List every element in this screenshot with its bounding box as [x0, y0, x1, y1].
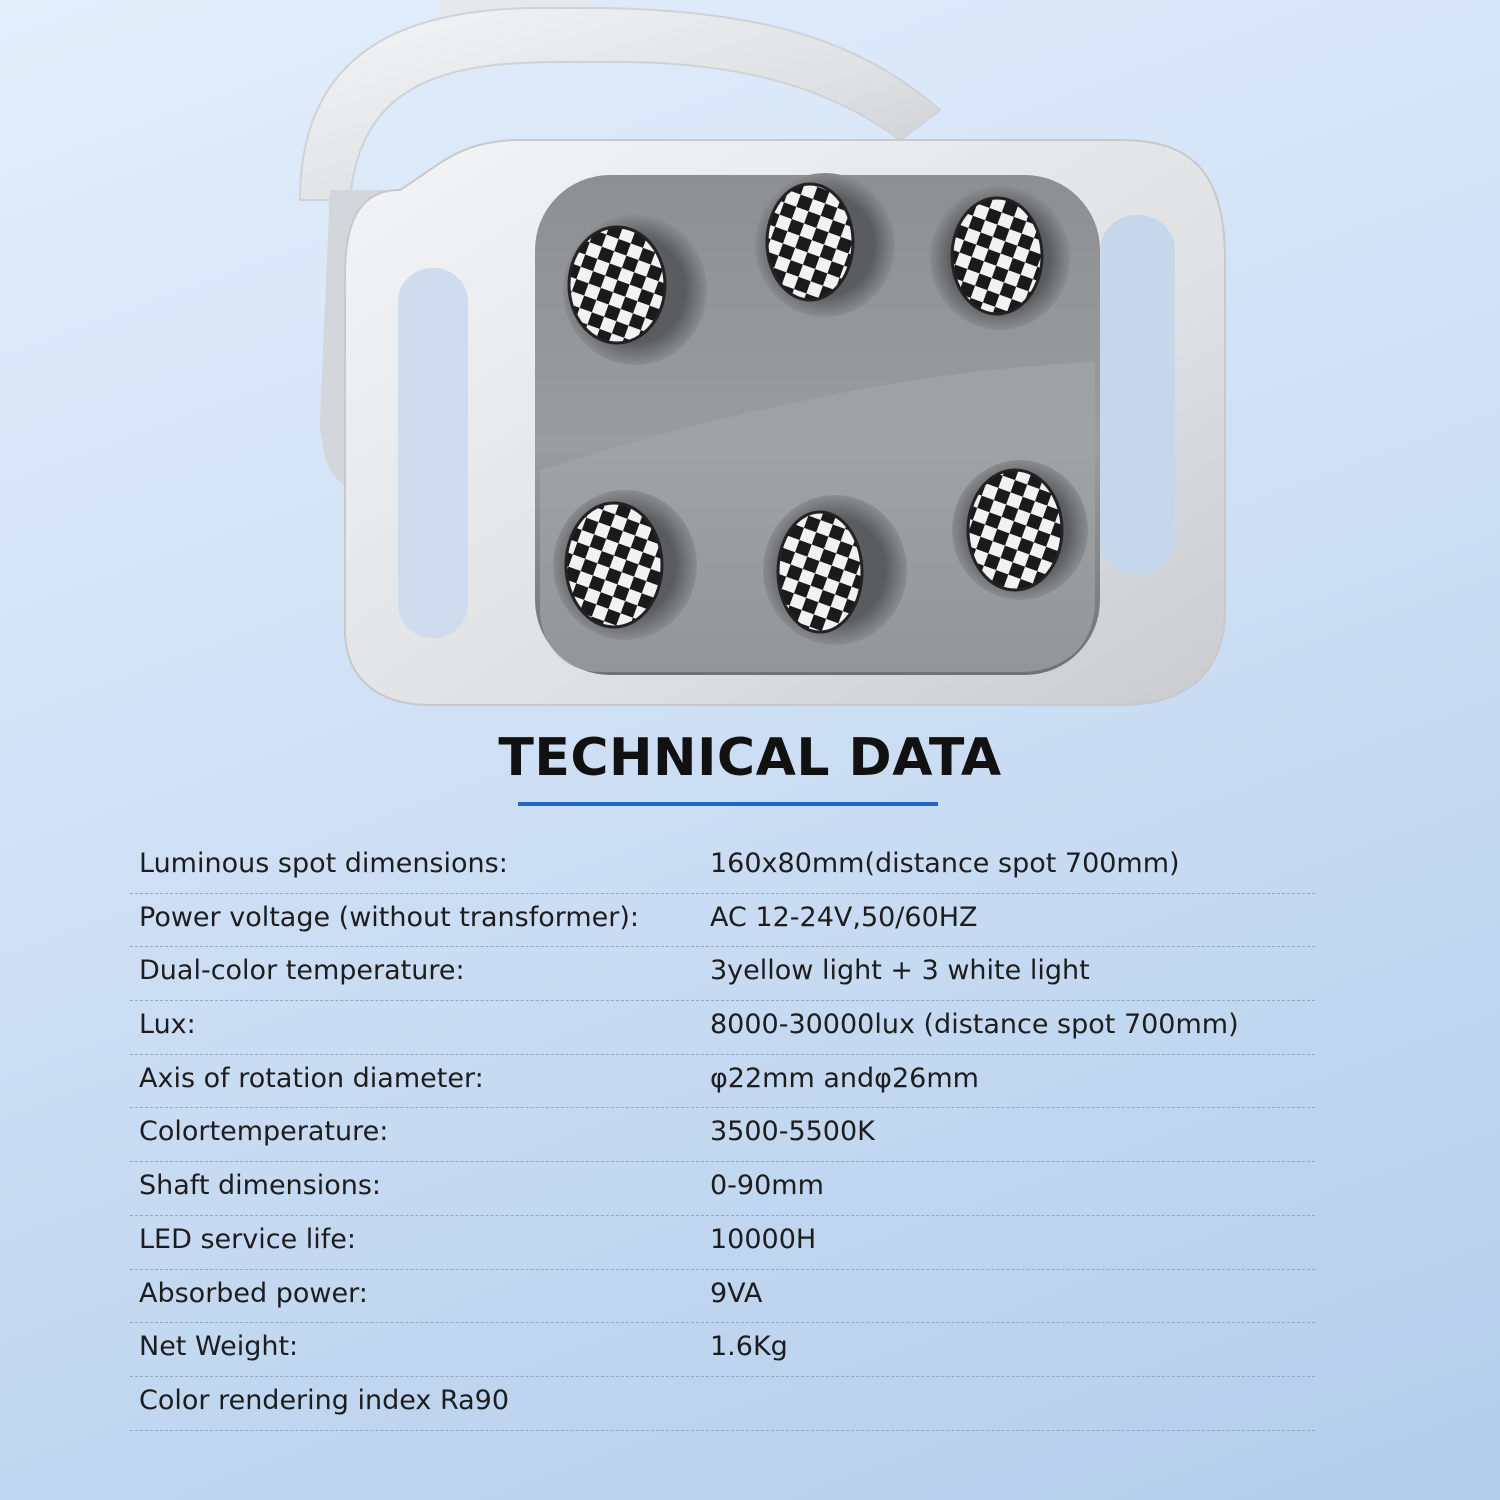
spec-value: 3yellow light + 3 white light [710, 955, 1090, 987]
spec-label: LED service life: [139, 1223, 356, 1255]
led-lens [968, 470, 1062, 590]
spec-label: Power voltage (without transformer): [139, 901, 640, 933]
spec-label: Shaft dimensions: [139, 1170, 382, 1202]
led-lens [767, 184, 853, 300]
spec-row [130, 1001, 1315, 1055]
spec-label: Color rendering index Ra90 [139, 1384, 510, 1416]
spec-row [130, 1216, 1315, 1270]
spec-row [130, 894, 1315, 948]
spec-label: Net Weight: [139, 1331, 299, 1363]
spec-value: AC 12-24V,50/60HZ [710, 901, 978, 933]
dental-lamp-image [0, 0, 1500, 720]
spec-row [130, 947, 1315, 1001]
spec-label: Absorbed power: [139, 1277, 368, 1309]
spec-table [130, 840, 1315, 1431]
spec-value: 3500-5500K [710, 1116, 875, 1148]
spec-row [130, 840, 1315, 894]
spec-label: Luminous spot dimensions: [139, 848, 508, 879]
spec-label: Dual-color temperature: [139, 955, 465, 987]
left-handle-opening [398, 268, 468, 638]
spec-row [130, 1270, 1315, 1324]
spec-label: Colortemperature: [139, 1116, 389, 1148]
spec-value: 10000H [710, 1223, 817, 1255]
spec-value: φ22mm andφ26mm [710, 1062, 979, 1094]
spec-value: 1.6Kg [710, 1331, 788, 1363]
spec-value: 8000-30000lux (distance spot 700mm) [710, 1009, 1239, 1041]
led-lens [569, 227, 665, 343]
spec-row [130, 1377, 1315, 1431]
spec-value: 9VA [710, 1277, 763, 1309]
led-lens [778, 512, 862, 632]
spec-row [130, 1108, 1315, 1162]
right-handle-opening [1100, 215, 1175, 575]
spec-value: 0-90mm [710, 1170, 824, 1202]
title-underline [518, 802, 938, 806]
spec-row [130, 1162, 1315, 1216]
led-lens [952, 198, 1042, 314]
spec-value: 160x80mm(distance spot 700mm) [710, 848, 1180, 879]
spec-label: Axis of rotation diameter: [139, 1062, 484, 1094]
spec-row [130, 1323, 1315, 1377]
spec-row [130, 1055, 1315, 1109]
led-lens [566, 503, 662, 627]
section-title: TECHNICAL DATA [498, 728, 1002, 788]
spec-label: Lux: [139, 1009, 196, 1041]
